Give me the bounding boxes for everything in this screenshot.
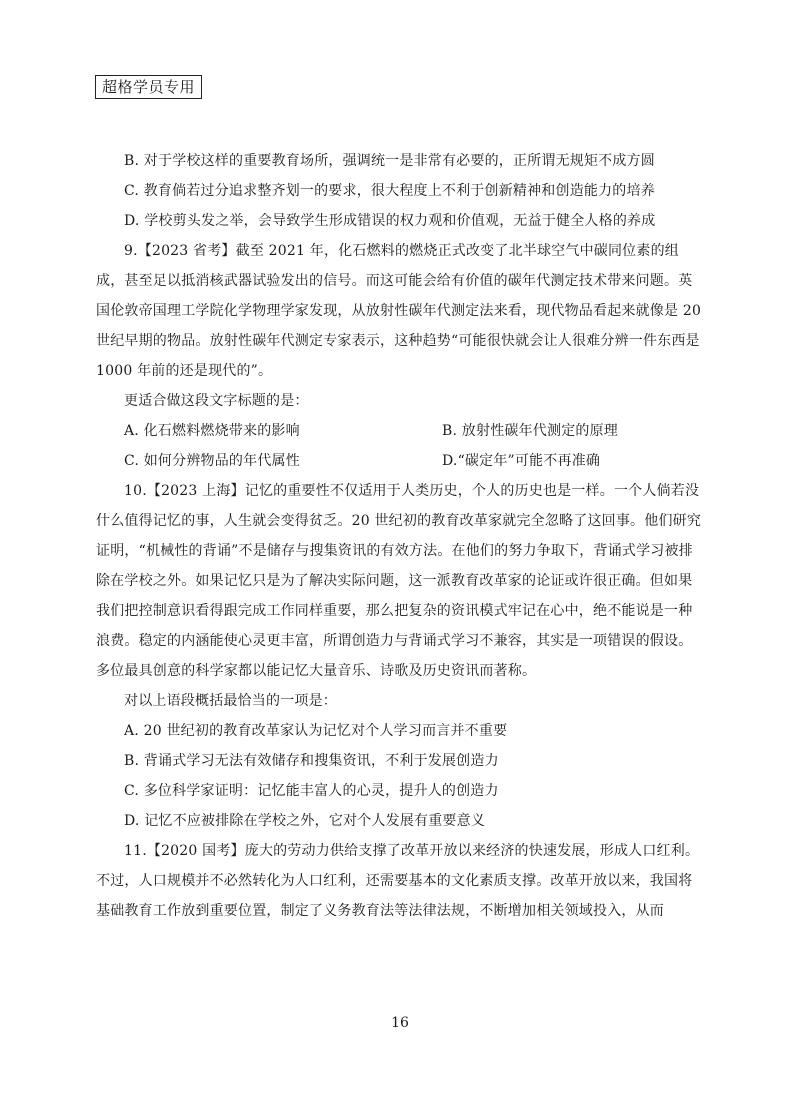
- q11-stem: 11.【2020 国考】庞大的劳动力供给支撑了改革开放以来经济的快速发展，形成人口红利。不过，人口规模并不必然转化为人口红利，还需要基本的文化素质支撑。改革开放以来，我国将基础教育工作放到重要位置，制定了义务教育法等法律法规，不断增加相关领域投入，从而: [96, 843, 700, 919]
- q8-option-b: B. 对于学校这样的重要教育场所，强调统一是非常有必要的，正所谓无规矩不成方圆: [124, 153, 655, 169]
- q10-question: 对以上语段概括最恰当的一项是：: [124, 693, 337, 709]
- q9-option-a: A. 化石燃料燃烧带来的影响: [124, 423, 300, 439]
- q8-option-d: D. 学校剪头发之举，会导致学生形成错误的权力观和价值观，无益于健全人格的养成: [124, 213, 656, 229]
- page-content: [96, 146, 704, 926]
- header-label: 超格学员专用: [95, 75, 202, 99]
- q9-options-row-2: [96, 446, 704, 476]
- q10-option-c: C. 多位科学家证明：记忆能丰富人的心灵，提升人的创造力: [124, 783, 499, 799]
- q10-stem: 10.【2023 上海】记忆的重要性不仅适用于人类历史，个人的历史也是一样。一个人倘若没什么值得记忆的事，人生就会变得贫乏。20 世纪初的教育改革家就完全忽略了这回事。他们研究证明，“机械性的背诵”不是储存与搜集资讯的有效方法。在他们的努力争取下，背诵式学习被排除在学校之外。如果记忆只是为了解决实际问题，这一派教育改革家的论证或许很正确。但如果我们把控制意识看得跟完成工作同样重要，那么把复杂的资讯模式牢记在心中，绝不能说是一种浪费。稳定的内涵能使心灵更丰富，所谓创造力与背诵式学习不兼容，其实是一项错误的假设。多位最具创意的科学家都以能记忆大量音乐、诗歌及历史资讯而著称。: [96, 483, 702, 679]
- q9-question: 更适合做这段文字标题的是：: [124, 393, 309, 409]
- q9-stem: 9.【2023 省考】截至 2021 年，化石燃料的燃烧正式改变了北半球空气中碳同位素的组成，甚至足以抵消核武器试验发出的信号。而这可能会给有价值的碳年代测定技术带来问题。英国伦敦帝国理工学院化学物理学家发现，从放射性碳年代测定法来看，现代物品看起来就像是 20 世纪早期的物品。放射性碳年代测定专家表示，这种趋势“可能很快就会让人很难分辨一件东西是 1000 年前的还是现代的”。: [96, 243, 702, 379]
- q9-options-row-1: [96, 416, 704, 446]
- q8-option-c: C. 教育倘若过分追求整齐划一的要求，很大程度上不利于创新精神和创造能力的培养: [124, 183, 655, 199]
- q10-option-a: A. 20 世纪初的教育改革家认为记忆对个人学习而言并不重要: [124, 723, 508, 739]
- page-number: 16: [391, 1015, 409, 1031]
- q10-option-d: D. 记忆不应被排除在学校之外，它对个人发展有重要意义: [124, 813, 486, 829]
- q9-option-b: B. 放射性碳年代测定的原理: [442, 423, 618, 439]
- q10-option-b: B. 背诵式学习无法有效储存和搜集资讯，不利于发展创造力: [124, 753, 499, 769]
- q9-option-c: C. 如何分辨物品的年代属性: [124, 453, 300, 469]
- q9-option-d: D.“碳定年”可能不再准确: [442, 453, 601, 469]
